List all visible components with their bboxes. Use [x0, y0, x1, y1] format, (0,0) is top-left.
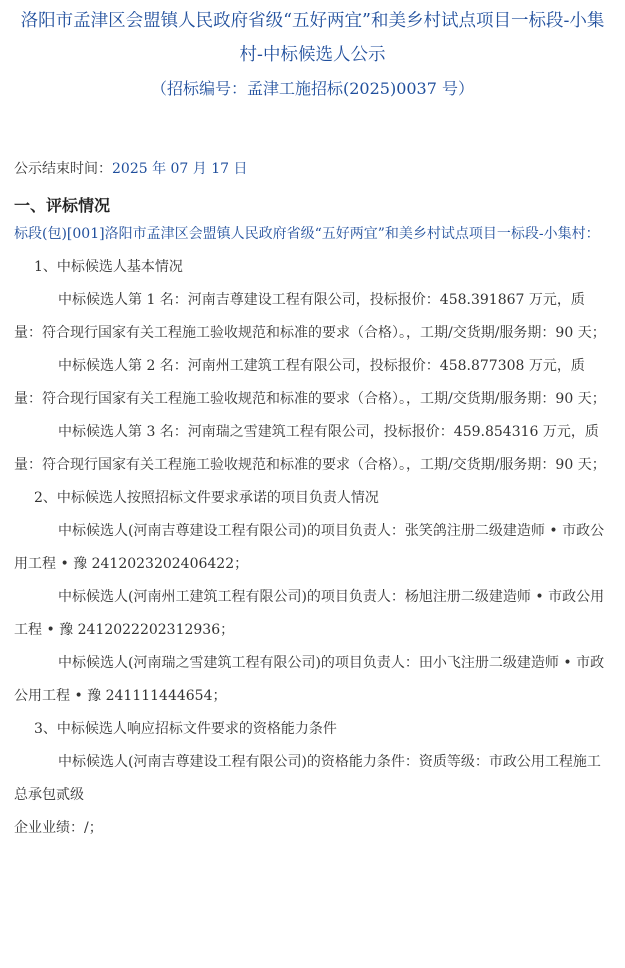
subheading-project-managers: 2、中标候选人按照招标文件要求承诺的项目负责人情况: [34, 490, 379, 506]
section-heading-evaluation: 一、评标情况: [14, 196, 111, 215]
manager-item: 中标候选人(河南瑞之雪建筑工程有限公司)的项目负责人：田小飞注册二级建造师 • 市政公用工程 • 豫 241111444654；: [14, 655, 605, 704]
bid-number-code: 孟津工施招标(2025)0037 号: [246, 79, 458, 98]
page-title: 洛阳市孟津区会盟镇人民政府省级“五好两宜”和美乡村试点项目一标段-小集村-中标候选人公示: [20, 11, 605, 65]
subheading-candidates: 1、中标候选人基本情况: [34, 259, 183, 275]
end-date-value: 2025 年 07 月 17 日: [112, 161, 248, 177]
candidate-item: 中标候选人第 3 名：河南瑞之雪建筑工程有限公司，投标报价：459.854316 万元，质量：符合现行国家有关工程施工验收规范和标准的要求（合格）。，工期/交货期/服务期：90 天；: [14, 424, 606, 473]
qualification-item: 中标候选人(河南吉尊建设工程有限公司)的资格能力条件：资质等级：市政公用工程施工总承包贰级: [14, 754, 601, 803]
performance-item: 企业业绩：/；: [14, 820, 103, 836]
bid-number: [0, 76, 625, 99]
bid-number-suffix: ）: [458, 79, 475, 98]
lot-description: [14, 218, 611, 251]
end-date-label: 公示结束时间：: [14, 161, 112, 177]
subheading-qualifications: 3、中标候选人响应招标文件要求的资格能力条件: [34, 721, 337, 737]
lot-text: 标段(包)[001]洛阳市孟津区会盟镇人民政府省级“五好两宜”和美乡村试点项目一标段-小集村：: [14, 226, 600, 242]
candidate-item: 中标候选人第 1 名：河南吉尊建设工程有限公司，投标报价：458.391867 万元，质量：符合现行国家有关工程施工验收规范和标准的要求（合格）。，工期/交货期/服务期：90 天；: [14, 292, 606, 341]
notice-end-date: [14, 159, 611, 179]
manager-item: 中标候选人(河南州工建筑工程有限公司)的项目负责人：杨旭注册二级建造师 • 市政公用工程 • 豫 2412022202312936；: [14, 589, 605, 638]
manager-item: 中标候选人(河南吉尊建设工程有限公司)的项目负责人：张笑鸽注册二级建造师 • 市政公用工程 • 豫 2412023202406422；: [14, 523, 605, 572]
bid-number-prefix: （招标编号：: [150, 79, 247, 98]
candidate-item: 中标候选人第 2 名：河南州工建筑工程有限公司，投标报价：458.877308 万元，质量：符合现行国家有关工程施工验收规范和标准的要求（合格）。，工期/交货期/服务期：90 天；: [14, 358, 606, 407]
